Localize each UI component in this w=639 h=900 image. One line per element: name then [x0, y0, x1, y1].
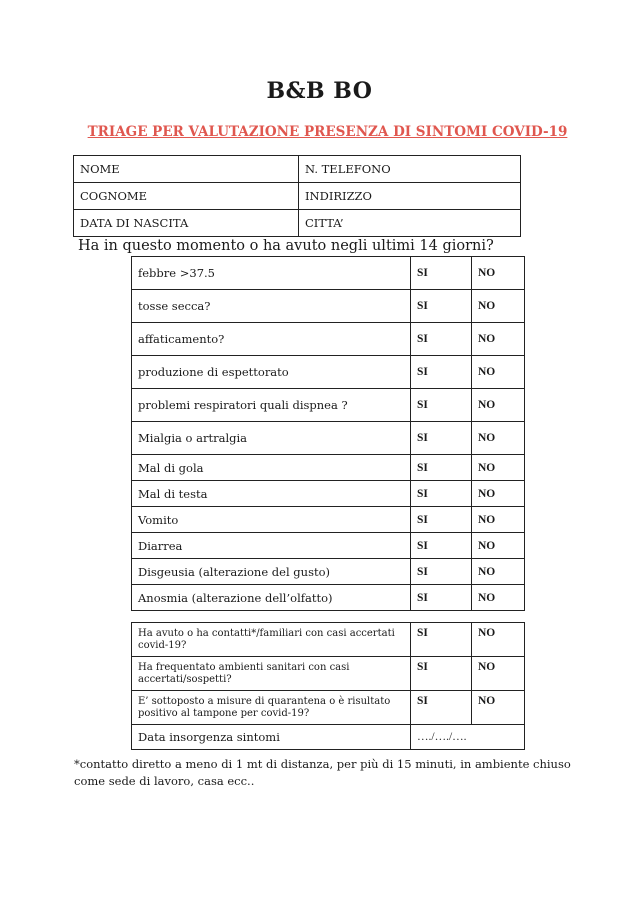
si-option[interactable]: SI: [411, 257, 472, 290]
surname-field[interactable]: COGNOME: [74, 183, 299, 210]
symptom-row: [132, 455, 525, 481]
symptom-label: problemi respiratori quali dispnea ?: [132, 389, 411, 422]
symptoms-table: [131, 256, 525, 611]
si-option[interactable]: SI: [411, 507, 472, 533]
si-option[interactable]: SI: [411, 559, 472, 585]
contact-label: Ha frequentato ambienti sanitari con casi accertati/sospetti?: [132, 657, 411, 691]
address-field[interactable]: INDIRIZZO: [299, 183, 521, 210]
symptom-label: Vomito: [132, 507, 411, 533]
no-option[interactable]: NO: [472, 657, 525, 691]
no-option[interactable]: NO: [472, 290, 525, 323]
no-option[interactable]: NO: [472, 455, 525, 481]
symptom-row: [132, 533, 525, 559]
personal-info-table: [73, 155, 521, 237]
document-title: B&B BO: [266, 78, 373, 104]
si-option[interactable]: SI: [411, 691, 472, 725]
no-option[interactable]: NO: [472, 356, 525, 389]
no-option[interactable]: NO: [472, 389, 525, 422]
no-option[interactable]: NO: [472, 623, 525, 657]
symptom-label: Diarrea: [132, 533, 411, 559]
si-option[interactable]: SI: [411, 481, 472, 507]
contact-label: E’ sottoposto a misure di quarantena o è risultato positivo al tampone per covid-19?: [132, 691, 411, 725]
no-option[interactable]: NO: [472, 585, 525, 611]
si-option[interactable]: SI: [411, 585, 472, 611]
symptom-label: Mal di testa: [132, 481, 411, 507]
si-option[interactable]: SI: [411, 389, 472, 422]
si-option[interactable]: SI: [411, 356, 472, 389]
symptom-label: tosse secca?: [132, 290, 411, 323]
document-subtitle: TRIAGE PER VALUTAZIONE PRESENZA DI SINTOMI COVID-19: [87, 124, 568, 140]
contacts-table: [131, 622, 525, 750]
contact-row: [132, 691, 525, 725]
no-option[interactable]: NO: [472, 481, 525, 507]
symptom-row: [132, 389, 525, 422]
symptom-label: Disgeusia (alterazione del gusto): [132, 559, 411, 585]
si-option[interactable]: SI: [411, 422, 472, 455]
symptom-row: [132, 323, 525, 356]
no-option[interactable]: NO: [472, 559, 525, 585]
symptom-row: [132, 290, 525, 323]
name-field[interactable]: NOME: [74, 156, 299, 183]
symptom-row: [132, 507, 525, 533]
symptom-label: Anosmia (alterazione dell’olfatto): [132, 585, 411, 611]
onset-date-field[interactable]: …./…./….: [411, 725, 525, 750]
contact-row: [132, 657, 525, 691]
personal-row: [74, 156, 521, 183]
symptom-row: [132, 585, 525, 611]
symptom-row: [132, 356, 525, 389]
no-option[interactable]: NO: [472, 533, 525, 559]
no-option[interactable]: NO: [472, 507, 525, 533]
symptom-label: febbre >37.5: [132, 257, 411, 290]
si-option[interactable]: SI: [411, 623, 472, 657]
symptom-label: Mialgia o artralgia: [132, 422, 411, 455]
contact-row: [132, 623, 525, 657]
city-field[interactable]: CITTA’: [299, 210, 521, 237]
symptom-label: produzione di espettorato: [132, 356, 411, 389]
no-option[interactable]: NO: [472, 257, 525, 290]
si-option[interactable]: SI: [411, 323, 472, 356]
no-option[interactable]: NO: [472, 323, 525, 356]
no-option[interactable]: NO: [472, 422, 525, 455]
si-option[interactable]: SI: [411, 533, 472, 559]
symptom-row: [132, 481, 525, 507]
onset-label: Data insorgenza sintomi: [132, 725, 411, 750]
symptom-row: [132, 559, 525, 585]
symptom-row: [132, 422, 525, 455]
si-option[interactable]: SI: [411, 455, 472, 481]
personal-row: [74, 183, 521, 210]
onset-row: [132, 725, 525, 750]
si-option[interactable]: SI: [411, 290, 472, 323]
birthdate-field[interactable]: DATA DI NASCITA: [74, 210, 299, 237]
si-option[interactable]: SI: [411, 657, 472, 691]
personal-row: [74, 210, 521, 237]
no-option[interactable]: NO: [472, 691, 525, 725]
symptom-label: Mal di gola: [132, 455, 411, 481]
symptom-row: [132, 257, 525, 290]
symptoms-question: Ha in questo momento o ha avuto negli ultimi 14 giorni?: [78, 238, 494, 254]
phone-field[interactable]: N. TELEFONO: [299, 156, 521, 183]
footnote: *contatto diretto a meno di 1 mt di distanza, per più di 15 minuti, in ambiente chiuso come sede di lavoro, casa ecc..: [74, 757, 571, 788]
contact-label: Ha avuto o ha contatti*/familiari con casi accertati covid-19?: [132, 623, 411, 657]
symptom-label: affaticamento?: [132, 323, 411, 356]
